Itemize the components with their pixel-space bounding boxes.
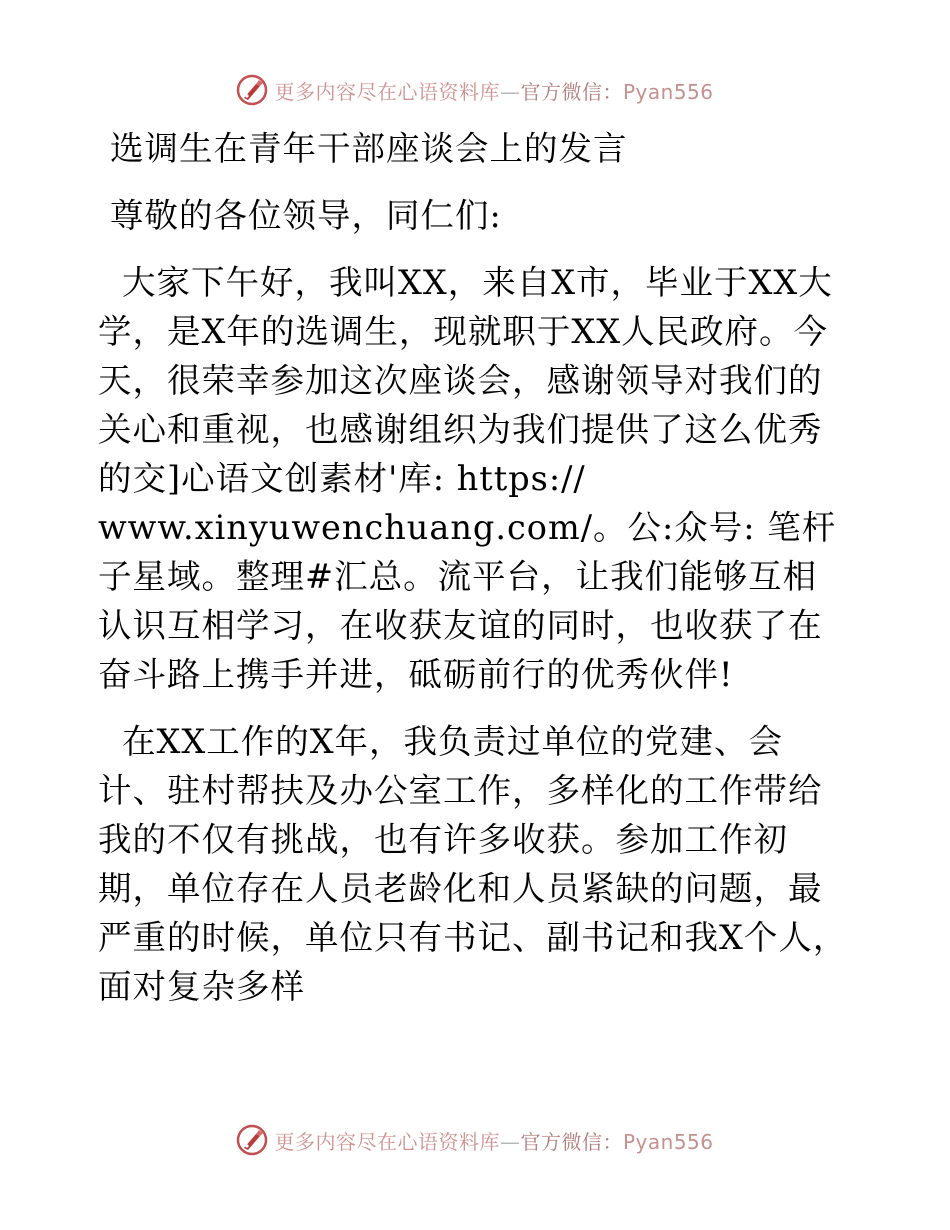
banner-text [274,1126,713,1155]
pen-nib-logo-icon [236,1124,268,1156]
paragraph-2-text: 在XX工作的X年，我负责过单位的党建、会计、驻村帮扶及办公室工作，多样化的工作带给我的不仅有挑战，也有许多收获。参加工作初期，单位存在人员老龄化和人员紧缺的问题，最严重的时候，单位只有书记、副书记和我X个人，面对复杂多样 [98,722,848,1006]
document-greeting: 尊敬的各位领导，同仁们: [110,196,502,235]
banner-wechat-label: 官方微信： [520,79,623,104]
banner-separator: — [499,1129,521,1154]
document-body [98,124,850,1011]
footer-banner [0,1120,950,1160]
banner-main-text: 更多内容尽在心语资料库 [274,79,500,104]
banner-wechat-label: 官方微信： [520,1129,623,1154]
paragraph-2 [98,717,850,1011]
paragraph-1-text: 大家下午好，我叫XX，来自X市，毕业于XX大学，是X年的选调生，现就职于XX人民政府。今天，很荣幸参加这次座谈会，感谢领导对我们的关心和重视，也感谢组织为我们提供了这么优秀的交]心语文创素材'库: https:// www.xinyuwenchuang.com/。公:众号: 笔杆子星域。整理#汇总。流平台，让我们能够互相认识互相学习，在收获友谊的同时，也收获了在奋斗路上携手并进，砥砺前行的优秀伙伴! [98,263,837,694]
banner-wechat-id: Pyan556 [622,1129,714,1154]
header-banner [0,70,950,110]
banner-wechat-id: Pyan556 [622,79,714,104]
document-title: 选调生在青年干部座谈会上的发言 [110,129,628,168]
banner-separator: — [499,79,521,104]
banner-text [274,76,713,105]
paragraph-1 [98,258,850,699]
banner-main-text: 更多内容尽在心语资料库 [274,1129,500,1154]
pen-nib-logo-icon [236,74,268,106]
